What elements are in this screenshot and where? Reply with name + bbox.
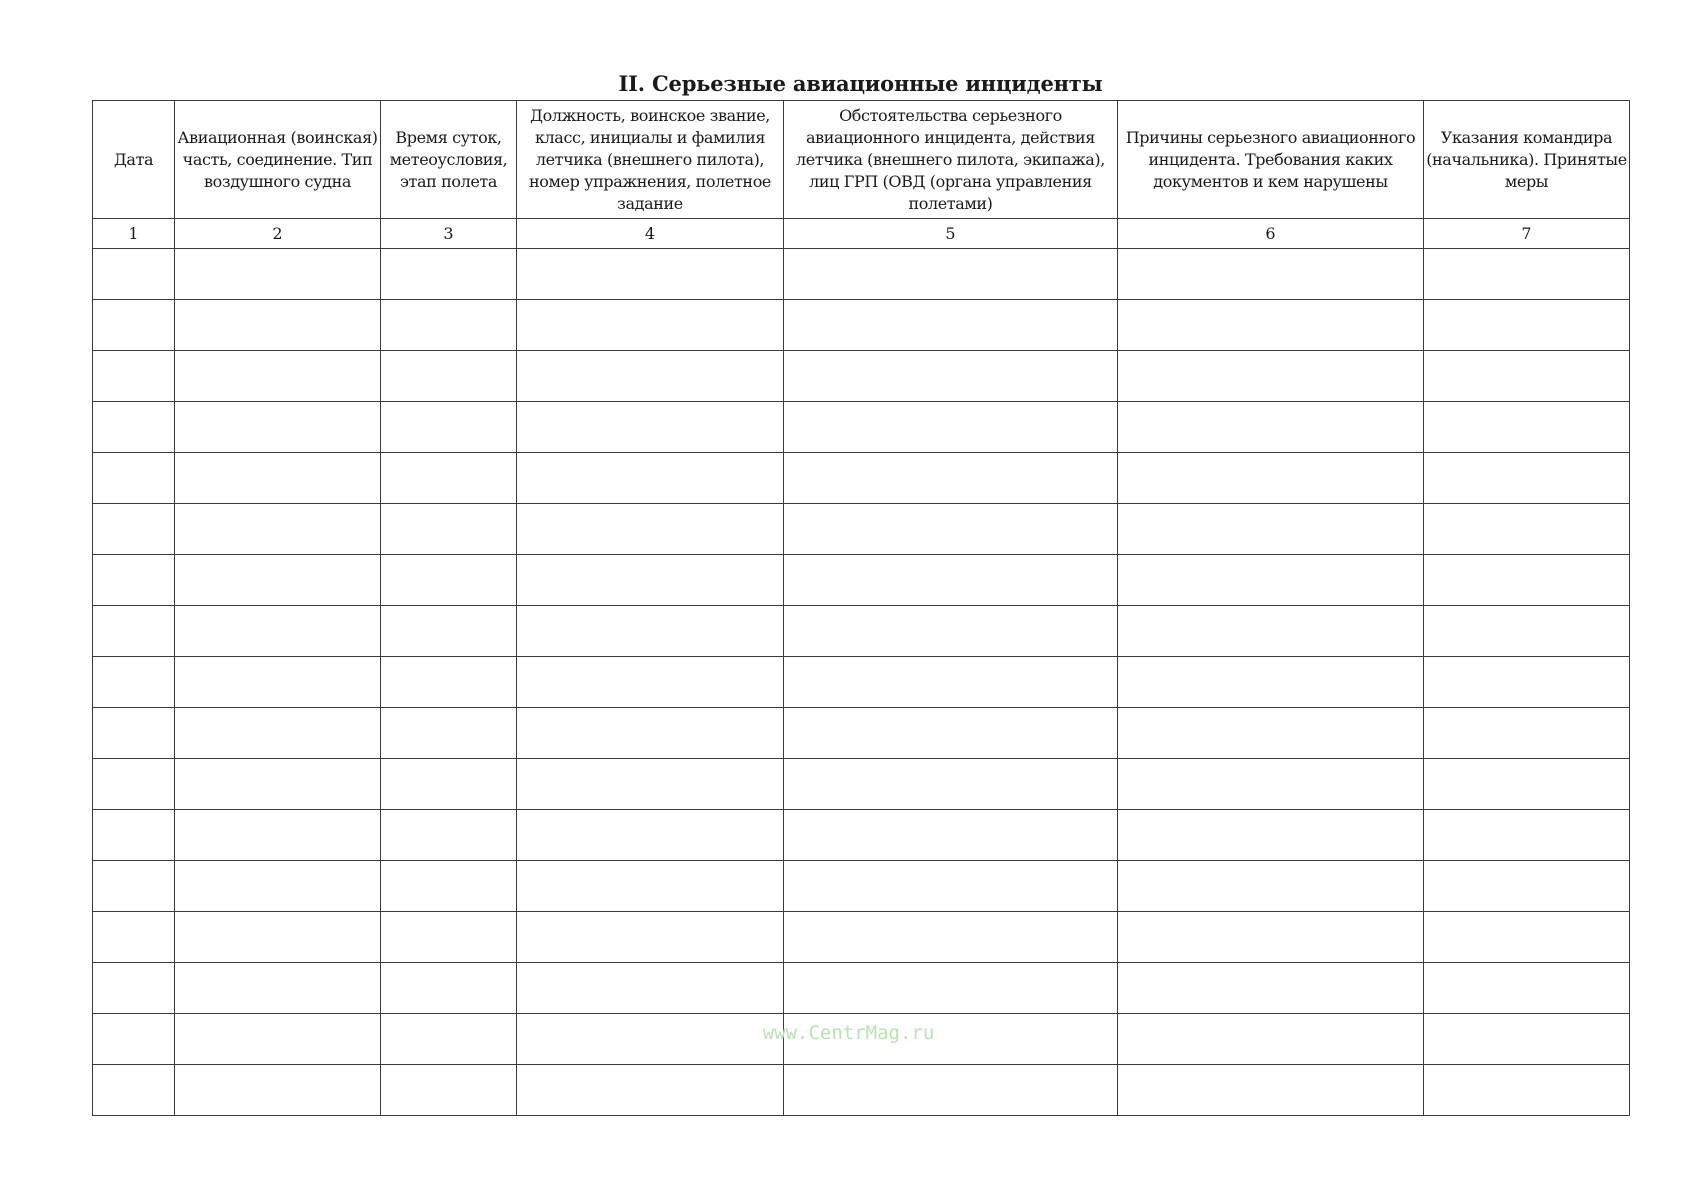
table-row (93, 300, 1630, 351)
table-cell[interactable] (93, 963, 175, 1014)
table-cell[interactable] (381, 912, 517, 963)
table-cell[interactable] (381, 963, 517, 1014)
table-cell[interactable] (517, 402, 784, 453)
table-cell[interactable] (1118, 708, 1424, 759)
column-number: 2 (175, 219, 381, 249)
table-cell[interactable] (381, 300, 517, 351)
table-cell[interactable] (93, 708, 175, 759)
table-cell[interactable] (93, 300, 175, 351)
table-cell[interactable] (381, 1065, 517, 1116)
table-cell[interactable] (93, 810, 175, 861)
table-cell[interactable] (175, 402, 381, 453)
table-cell[interactable] (1118, 810, 1424, 861)
table-row (93, 606, 1630, 657)
table-cell[interactable] (93, 453, 175, 504)
table-cell[interactable] (175, 606, 381, 657)
table-cell[interactable] (381, 504, 517, 555)
table-cell[interactable] (517, 453, 784, 504)
table-cell[interactable] (517, 963, 784, 1014)
table-cell[interactable] (381, 606, 517, 657)
table-row (93, 504, 1630, 555)
column-number: 1 (93, 219, 175, 249)
table-cell[interactable] (1424, 249, 1630, 300)
table-cell[interactable] (93, 351, 175, 402)
table-cell[interactable] (93, 1065, 175, 1116)
table-cell[interactable] (381, 810, 517, 861)
table-cell[interactable] (1118, 606, 1424, 657)
table-cell[interactable] (517, 810, 784, 861)
table-row (93, 861, 1630, 912)
table-cell[interactable] (175, 963, 381, 1014)
table-row (93, 657, 1630, 708)
table-cell[interactable] (517, 555, 784, 606)
table-cell[interactable] (1118, 912, 1424, 963)
table-cell[interactable] (175, 861, 381, 912)
table-cell[interactable] (784, 912, 1118, 963)
table-cell[interactable] (784, 810, 1118, 861)
table-cell[interactable] (784, 402, 1118, 453)
table-cell[interactable] (1424, 657, 1630, 708)
column-number: 6 (1118, 219, 1424, 249)
table-cell[interactable] (1424, 555, 1630, 606)
table-cell[interactable] (175, 810, 381, 861)
column-header-time: Время суток, метеоусловия, этап полета (381, 101, 517, 219)
table-cell[interactable] (784, 963, 1118, 1014)
table-cell[interactable] (784, 657, 1118, 708)
table-cell[interactable] (175, 1065, 381, 1116)
table-row (93, 453, 1630, 504)
table-cell[interactable] (93, 555, 175, 606)
header-row (93, 101, 1630, 219)
table-cell[interactable] (784, 606, 1118, 657)
table-cell[interactable] (1118, 249, 1424, 300)
table-cell[interactable] (93, 606, 175, 657)
table-row (93, 249, 1630, 300)
table-cell[interactable] (1424, 300, 1630, 351)
table-cell[interactable] (175, 453, 381, 504)
table-cell[interactable] (517, 657, 784, 708)
table-cell[interactable] (517, 249, 784, 300)
column-number: 4 (517, 219, 784, 249)
column-header-circumstances: Обстоятельства серьезного авиационного инцидента, действия летчика (внешнего пилота, экипажа), лиц ГРП (ОВД (органа управления полетами) (784, 101, 1118, 219)
table-cell[interactable] (93, 759, 175, 810)
table-cell[interactable] (784, 453, 1118, 504)
table-cell[interactable] (784, 249, 1118, 300)
table-row (93, 402, 1630, 453)
table-cell[interactable] (381, 708, 517, 759)
table-cell[interactable] (381, 555, 517, 606)
table-cell[interactable] (175, 504, 381, 555)
watermark: www.CentrMag.ru (762, 1022, 935, 1044)
table-cell[interactable] (175, 300, 381, 351)
column-header-causes: Причины серьезного авиационного инцидента. Требования каких документов и кем нарушены (1118, 101, 1424, 219)
table-body (93, 249, 1630, 1116)
table-cell[interactable] (381, 453, 517, 504)
table-cell[interactable] (784, 555, 1118, 606)
table-cell[interactable] (175, 657, 381, 708)
column-header-unit: Авиационная (воинская) часть, соединение. Тип воздушного судна (175, 101, 381, 219)
table-row (93, 708, 1630, 759)
table-cell[interactable] (1424, 402, 1630, 453)
column-number: 7 (1424, 219, 1630, 249)
table-cell[interactable] (1424, 504, 1630, 555)
column-header-pilot: Должность, воинское звание, класс, инициалы и фамилия летчика (внешнего пилота), номер упражнения, полетное задание (517, 101, 784, 219)
table-cell[interactable] (93, 912, 175, 963)
table-cell[interactable] (175, 249, 381, 300)
table-cell[interactable] (1424, 453, 1630, 504)
table-cell[interactable] (175, 351, 381, 402)
table-row (93, 759, 1630, 810)
table-cell[interactable] (1424, 351, 1630, 402)
table-cell[interactable] (175, 708, 381, 759)
table-cell[interactable] (784, 504, 1118, 555)
table-cell[interactable] (1424, 963, 1630, 1014)
table-cell[interactable] (1424, 912, 1630, 963)
column-header-date: Дата (93, 101, 175, 219)
table-row (93, 963, 1630, 1014)
page-title: II. Серьезные авиационные инциденты (618, 71, 1103, 96)
table-cell[interactable] (1118, 402, 1424, 453)
table-cell[interactable] (93, 504, 175, 555)
table-cell[interactable] (1424, 810, 1630, 861)
table-cell[interactable] (381, 861, 517, 912)
table-cell[interactable] (1118, 504, 1424, 555)
table-cell[interactable] (381, 759, 517, 810)
table-cell[interactable] (381, 402, 517, 453)
table-cell[interactable] (1424, 1065, 1630, 1116)
table-cell[interactable] (1118, 759, 1424, 810)
table-row (93, 555, 1630, 606)
table-cell[interactable] (381, 249, 517, 300)
table-cell[interactable] (517, 708, 784, 759)
table-cell[interactable] (381, 657, 517, 708)
table-cell[interactable] (517, 504, 784, 555)
table-cell[interactable] (517, 1065, 784, 1116)
table-cell[interactable] (1424, 861, 1630, 912)
table-cell[interactable] (93, 249, 175, 300)
table-cell[interactable] (1424, 759, 1630, 810)
table-cell[interactable] (1118, 963, 1424, 1014)
table-cell[interactable] (175, 759, 381, 810)
column-number: 5 (784, 219, 1118, 249)
column-header-instructions: Указания командира (начальника). Принятые меры (1424, 101, 1630, 219)
table-cell[interactable] (1118, 555, 1424, 606)
table-cell[interactable] (1118, 351, 1424, 402)
table-cell[interactable] (1118, 657, 1424, 708)
table-cell[interactable] (784, 708, 1118, 759)
table-cell[interactable] (93, 402, 175, 453)
table-cell[interactable] (784, 1065, 1118, 1116)
table-cell[interactable] (517, 912, 784, 963)
table-row (93, 351, 1630, 402)
table-cell[interactable] (1118, 1065, 1424, 1116)
table-cell[interactable] (93, 657, 175, 708)
table-cell[interactable] (1118, 861, 1424, 912)
table-cell[interactable] (517, 759, 784, 810)
table-cell[interactable] (517, 606, 784, 657)
table-cell[interactable] (1118, 300, 1424, 351)
table-cell[interactable] (517, 351, 784, 402)
table-cell[interactable] (1424, 606, 1630, 657)
table-cell[interactable] (175, 912, 381, 963)
table-cell[interactable] (784, 300, 1118, 351)
table-row (93, 912, 1630, 963)
table-row (93, 1065, 1630, 1116)
table-cell[interactable] (784, 759, 1118, 810)
incident-table (92, 100, 1630, 1116)
table-cell[interactable] (517, 300, 784, 351)
table-cell[interactable] (93, 861, 175, 912)
table-cell[interactable] (784, 351, 1118, 402)
table-cell[interactable] (517, 861, 784, 912)
table-cell[interactable] (1118, 453, 1424, 504)
column-number: 3 (381, 219, 517, 249)
table-cell[interactable] (175, 555, 381, 606)
table-cell[interactable] (784, 861, 1118, 912)
table-cell[interactable] (381, 351, 517, 402)
column-number-row (93, 219, 1630, 249)
table-row (93, 810, 1630, 861)
table-cell[interactable] (1424, 708, 1630, 759)
